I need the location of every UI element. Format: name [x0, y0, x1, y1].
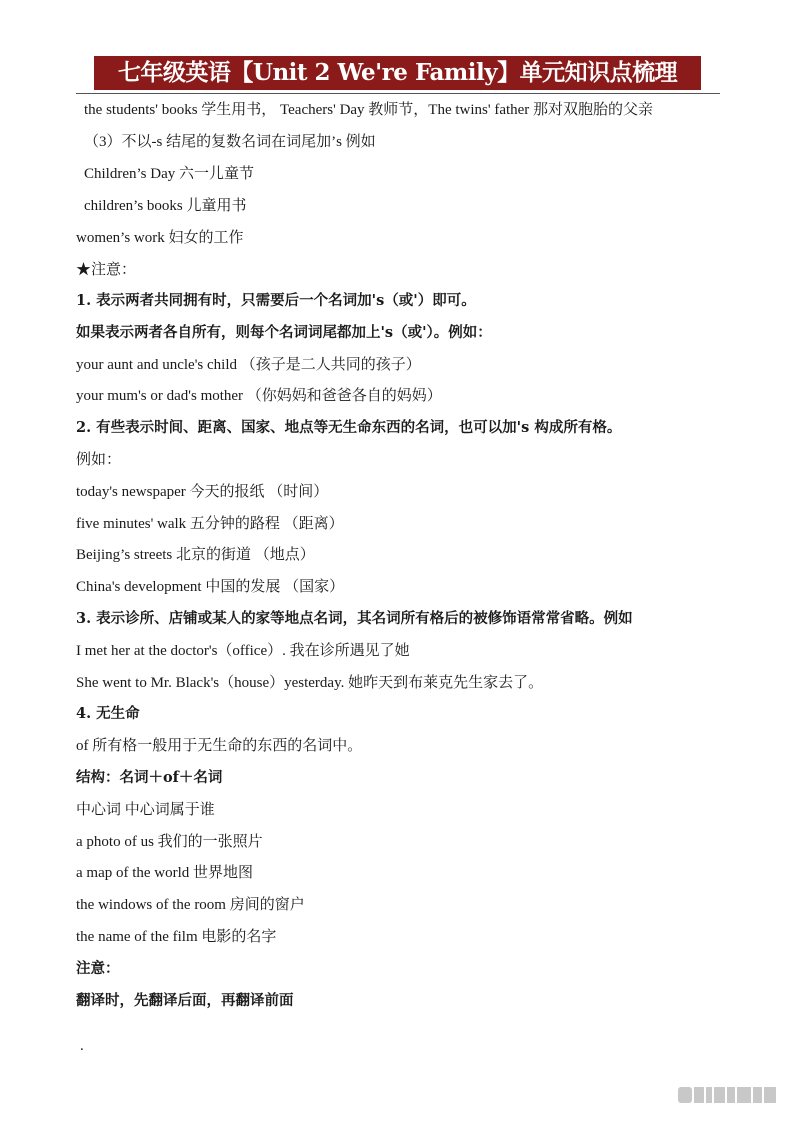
- translation-tip: 翻译时，先翻译后面，再翻译前面: [76, 992, 294, 1009]
- example-line: the name of the film 电影的名字: [76, 929, 277, 945]
- example-line: a photo of us 我们的一张照片: [76, 834, 263, 850]
- watermark-logo: [678, 1084, 776, 1106]
- example-line: She went to Mr. Black's（house）yesterday. 她昨天到布莱克先生家去了。: [76, 675, 544, 691]
- example-line: I met her at the doctor's（office）. 我在诊所遇见了她: [76, 643, 410, 659]
- text-line-5: women’s work 妇女的工作: [76, 230, 244, 246]
- text-line-4: children’s books 儿童用书: [84, 198, 247, 214]
- example-line: Beijing’s streets 北京的街道 （地点）: [76, 547, 315, 563]
- text-line-3: Children’s Day 六一儿童节: [84, 166, 254, 182]
- example-line: your mum's or dad's mother （你妈妈和爸爸各自的妈妈）: [76, 388, 442, 404]
- text-line: of 所有格一般用于无生命的东西的名词中。: [76, 738, 363, 754]
- text-line: 中心词 中心词属于谁: [76, 802, 215, 818]
- note-heading: ★注意：: [76, 262, 137, 278]
- rule-4: 4. 无生命: [76, 705, 140, 722]
- text-line-1: the students' books 学生用书， Teachers' Day 教师节，The twins' father 那对双胞胎的父亲: [84, 102, 654, 118]
- page-title-banner: 七年级英语【Unit 2 We're Family】单元知识点梳理: [94, 56, 701, 90]
- example-line: the windows of the room 房间的窗户: [76, 897, 305, 913]
- rule-2: 2. 有些表示时间、距离、国家、地点等无生命东西的名词，也可以加's 构成所有格。: [76, 419, 622, 436]
- example-line: a map of the world 世界地图: [76, 865, 254, 881]
- rule-3: 3. 表示诊所、店铺或某人的家等地点名词，其名词所有格后的被修饰语常常省略。例如: [76, 610, 633, 627]
- note-heading-2: 注意：: [76, 960, 120, 977]
- example-line: China's development 中国的发展 （国家）: [76, 579, 345, 595]
- example-line: your aunt and uncle's child （孩子是二人共同的孩子）: [76, 357, 421, 373]
- text-line-2: （3）不以-s 结尾的复数名词在词尾加’s 例如: [84, 134, 376, 150]
- rule-1: 1. 表示两者共同拥有时，只需要后一个名词加's（或'）即可。: [76, 292, 476, 309]
- example-label: 例如：: [76, 452, 122, 468]
- title-underline: [76, 93, 720, 94]
- stray-dot: .: [80, 1038, 84, 1054]
- example-line: today's newspaper 今天的报纸 （时间）: [76, 484, 329, 500]
- rule-1-cont: 如果表示两者各自所有，则每个名词词尾都加上's（或'）。例如：: [76, 324, 492, 341]
- structure-line: 结构：名词＋of＋名词: [76, 769, 223, 786]
- example-line: five minutes' walk 五分钟的路程 （距离）: [76, 516, 344, 532]
